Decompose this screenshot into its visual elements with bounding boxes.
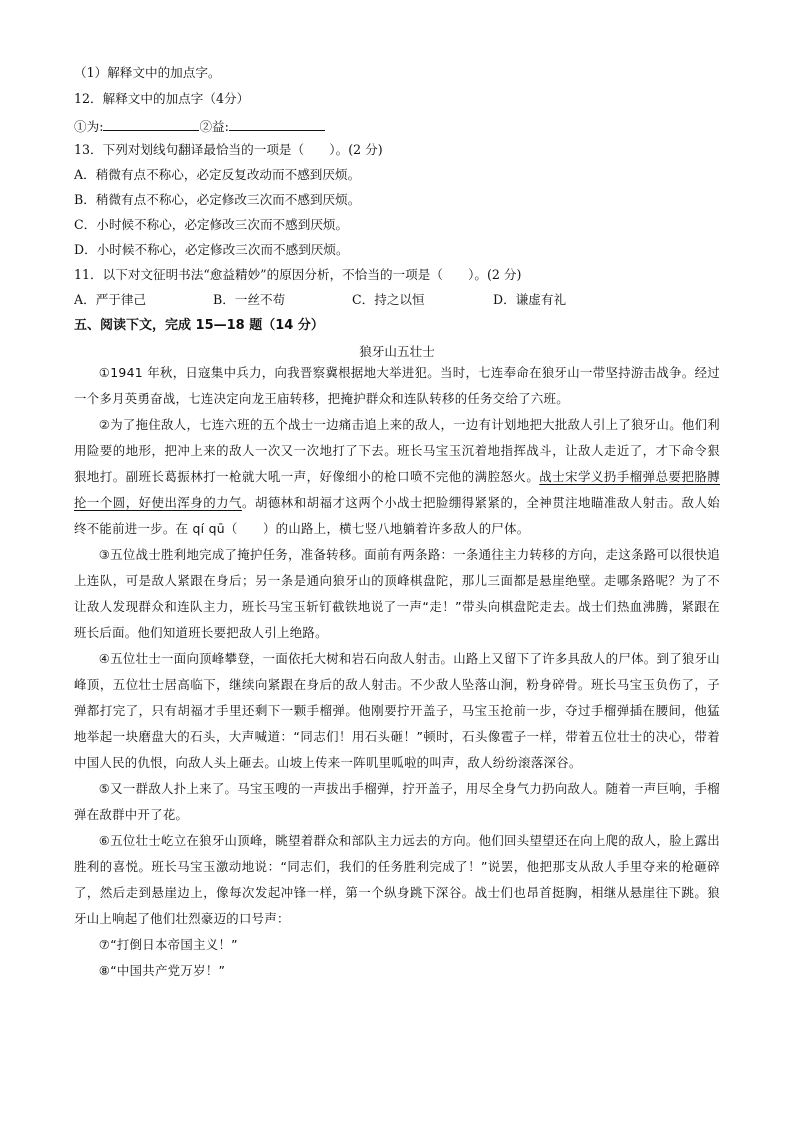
blank-label-2: ②益: bbox=[199, 119, 229, 134]
q11-option-c: C．持之以恒 bbox=[352, 292, 425, 307]
answer-blank-1[interactable] bbox=[103, 116, 199, 131]
q11-option-a: A．严于律己 bbox=[74, 292, 147, 307]
paragraph-6: ⑥五位壮士屹立在狼牙山顶峰，眺望着群众和部队主力远去的方向。他们回头望望还在向上爬的敌人，脸上露出胜利的喜悦。班长马宝玉激动地说：“同志们，我们的任务胜利完成了！”说罢，他把那支从敌人手里夺来的枪砸碎了，然后走到悬崖边上，像每次发起冲锋一样，第一个纵身跳下深谷。战士们也昂首挺胸，相继从悬崖往下跳。狼牙山上响起了他们壮烈豪迈的口号声： bbox=[74, 833, 720, 926]
paragraph-2-part-b: 。胡德林和胡福才这两个小战士把脸绷得紧紧的，全神贯注地瞄准敌人射击。敌人始终不能前进一步。在 qí qū（ ）的山路上，横七竖八地躺着许多敌人的尸体。 bbox=[74, 495, 720, 536]
q11-option-b: B．一丝不苟 bbox=[213, 292, 286, 307]
paragraph-8: ⑧“中国共产党万岁！” bbox=[98, 963, 226, 978]
q11-option-d: D．谦虚有礼 bbox=[493, 292, 567, 307]
answer-blank-2[interactable] bbox=[229, 116, 325, 131]
blank-label-1: ①为: bbox=[74, 119, 104, 134]
question-13: 13．下列对划线句翻译最恰当的一项是（ ）。(2 分) bbox=[74, 142, 383, 157]
q13-option-c: C．小时候不称心，必定修改三次而不感到厌烦。 bbox=[74, 217, 349, 232]
paragraph-2-part-a: ②为了拖住敌人，七连六班的五个战士一边痛击追上来的敌人，一边有计划地把大批敌人引上了狼牙山。他们利用险要的地形，把冲上来的敌人一次又一次地打了下去。班长马宝玉沉着地指挥战斗，让敌人走近了，才下命令狠狠地打。副班长葛振林打一枪就大吼一声，好像细小的枪口喷不完他的满腔怒火。 bbox=[74, 417, 720, 484]
passage-body bbox=[74, 360, 720, 984]
question-12-blanks bbox=[74, 116, 325, 136]
paragraph-4: ④五位壮士一面向顶峰攀登，一面依托大树和岩石向敌人射击。山路上又留下了许多具敌人的尸体。到了狼牙山峰顶，五位壮士居高临下，继续向紧跟在身后的敌人射击。不少敌人坠落山涧，粉身碎骨。班长马宝玉负伤了，子弹都打完了，只有胡福才手里还剩下一颗手榴弹。他刚要拧开盖子，马宝玉抢前一步，夺过手榴弹插在腰间，他猛地举起一块磨盘大的石头，大声喊道：“同志们！用石头砸！”顿时，石头像雹子一样，带着五位壮士的决心，带着中国人民的仇恨，向敌人头上砸去。山坡上传来一阵叽里呱啦的叫声，敌人纷纷滚落深谷。 bbox=[74, 651, 720, 770]
section-heading: 五、阅读下文，完成 15—18 题（14 分） bbox=[74, 318, 324, 333]
paragraph-3: ③五位战士胜利地完成了掩护任务，准备转移。面前有两条路：一条通往主力转移的方向，走这条路可以很快追上连队，可是敌人紧跟在身后；另一条是通向狼牙山的顶峰棋盘陀，那儿三面都是悬崖绝壁。走哪条路呢？为了不让敌人发现群众和连队主力，班长马宝玉斩钉截铁地说了一声“走！”带头向棋盘陀走去。战士们热血沸腾，紧跟在班长后面。他们知道班长要把敌人引上绝路。 bbox=[74, 547, 720, 640]
passage-title: 狼牙山五壮士 bbox=[359, 344, 435, 359]
paragraph-1: ①1941 年秋，日寇集中兵力，向我晋察冀根据地大举进犯。当时，七连奉命在狼牙山一带坚持游击战争。经过一个多月英勇奋战，七连决定向龙王庙转移，把掩护群众和连队转移的任务交给了六班。 bbox=[74, 365, 720, 406]
paragraph-7: ⑦“打倒日本帝国主义！” bbox=[98, 937, 238, 952]
question-11: 11．以下对文征明书法“愈益精妙”的原因分析，不恰当的一项是（ ）。(2 分) bbox=[74, 267, 522, 282]
question-sub-1: （1）解释文中的加点字。 bbox=[74, 65, 221, 80]
underlined-sentence: 战士宋学义扔手榴弹总要把胳膊抡一个圆，好使出浑身的力气 bbox=[74, 469, 720, 510]
question-12: 12．解释文中的加点字（4分） bbox=[74, 91, 250, 106]
q13-option-d: D．小时候不称心，必定修改三次而不感到厌烦。 bbox=[74, 242, 349, 257]
paragraph-5: ⑤又一群敌人扑上来了。马宝玉嗖的一声拔出手榴弹，拧开盖子，用尽全身气力扔向敌人。随着一声巨响，手榴弹在敌群中开了花。 bbox=[74, 781, 720, 822]
q13-option-a: A．稍微有点不称心，必定反复改动而不感到厌烦。 bbox=[74, 167, 361, 182]
q13-option-b: B．稍微有点不称心，必定修改三次而不感到厌烦。 bbox=[74, 192, 361, 207]
paragraph-2 bbox=[74, 412, 720, 542]
